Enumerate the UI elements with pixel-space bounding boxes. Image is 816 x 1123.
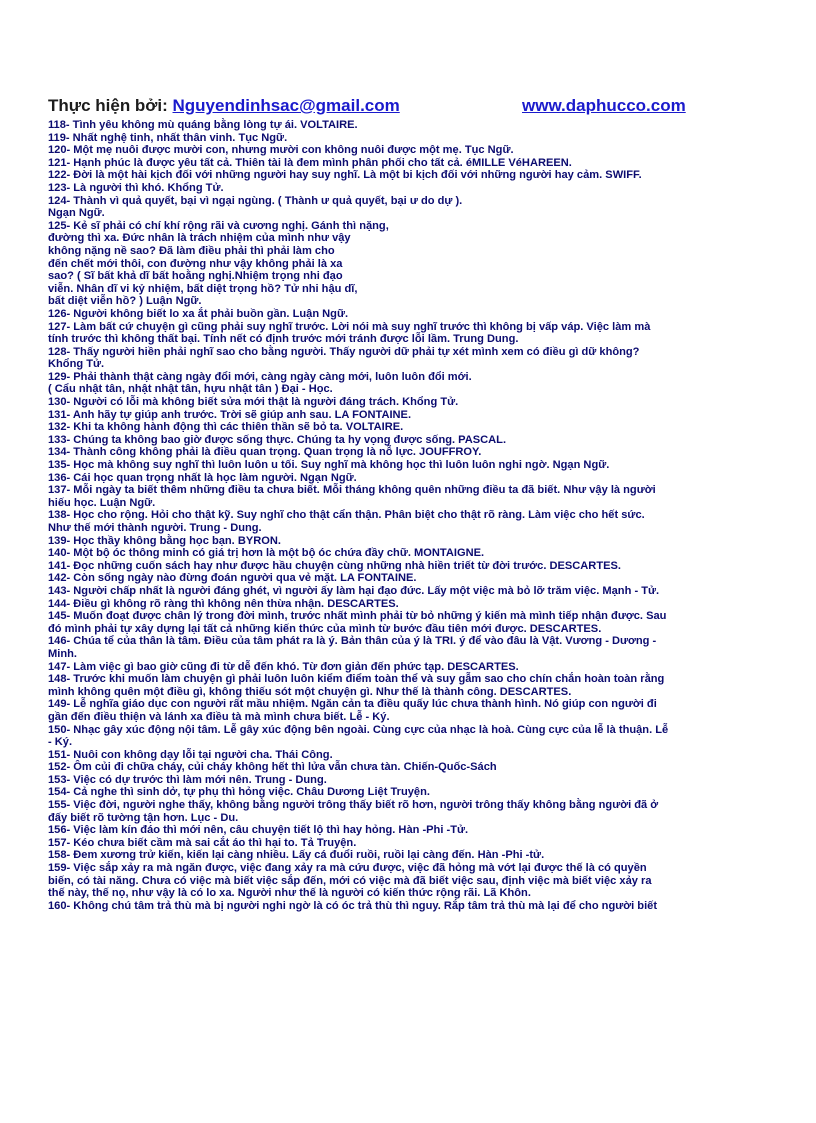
quote-line: bất diệt viễn hồ? ) Luận Ngữ.	[48, 295, 202, 308]
quote-line: mình không quên một điều gì, không thiếu sót một chuyện gì. Như thế là thành công. DESCARTES.	[48, 685, 572, 698]
quote-line: Như thế mới thành người. Trung - Dung.	[48, 522, 262, 534]
website-link[interactable]: www.daphucco.com	[522, 96, 686, 115]
quote-line: 140- Một bộ óc thông minh có giá trị hơn là một bộ óc chứa đầy chữ. MONTAIGNE.	[48, 547, 485, 560]
quote-line: 153- Việc có dự trước thì làm mới nên. Trung - Dung.	[48, 773, 327, 786]
quote-line: 127- Làm bất cứ chuyện gì cũng phải suy nghĩ trước. Lời nói mà suy nghĩ trước thì không bị vấp váp. Việc làm mà	[48, 320, 651, 333]
quote-line: 155- Việc đời, người nghe thấy, không bằng người trông thấy biết rõ hơn, người trông thấy không bằng người đã ở	[48, 799, 659, 812]
quote-line: gần đến điều thiện và lánh xa điều tà mà mình chưa biết. Lễ - Ký.	[48, 710, 390, 723]
quote-line: Minh.	[48, 647, 77, 660]
quote-line: đến chết mới thôi, con đường như vậy không phải là xa	[48, 257, 343, 270]
quote-line: 126- Người không biết lo xa ắt phải buồn gần. Luận Ngữ.	[48, 307, 349, 320]
quote-line: 137- Mỗi ngày ta biết thêm những điều ta chưa biết. Mỗi tháng không quên những điều ta đã biết. Như vậy là người	[48, 484, 656, 497]
quote-line: 159- Việc sắp xảy ra mà ngăn được, việc đang xảy ra mà cứu được, việc đã hỏng mà vớt lại được thế là có quyền	[48, 862, 647, 875]
quote-line: viễn. Nhân dĩ vi kỷ nhiệm, bất diệt trọng hồ? Tử nhi hậu dĩ,	[48, 282, 358, 295]
quote-line: 150- Nhạc gây xúc động nội tâm. Lễ gây xúc động bên ngoài. Cùng cực của nhạc là hoà. Cùng cực của lễ là thuận. Lễ	[48, 723, 669, 736]
quote-line: biến, có tài năng. Chưa có việc mà biết việc sắp đến, mới có việc mà đã biết việc sau, định việc mà biết việc xảy ra	[48, 874, 652, 887]
quote-line: 118- Tình yêu không mù quáng bằng lòng tự ái. VOLTAIRE.	[48, 119, 358, 131]
quote-line: 147- Làm việc gì bao giờ cũng đi từ dễ đến khó. Từ đơn giản đến phức tạp. DESCARTES.	[48, 660, 519, 673]
quote-line: ( Cẩu nhật tân, nhật nhật tân, hựu nhật tân ) Đại - Học.	[48, 383, 333, 396]
quote-line: 152- Ôm củi đi chữa cháy, củi cháy không hết thì lửa vẫn chưa tàn. Chiến-Quốc-Sách	[48, 761, 497, 774]
quote-line: 119- Nhất nghệ tinh, nhất thân vinh. Tục Ngữ.	[48, 131, 288, 144]
quote-line: 139- Học thầy không bằng học bạn. BYRON.	[48, 534, 281, 547]
header	[48, 95, 786, 119]
quote-line: 158- Đem xương trử kiến, kiến lại càng nhiều. Lấy cá đuổi ruồi, ruồi lại càng đến. Hàn -Phi -tử.	[48, 849, 545, 862]
quote-line: 145- Muốn đoạt được chân lý trong đời mình, trước nhất mình phải từ bỏ những ý kiến mà mình tiếp nhận được. Sau	[48, 610, 667, 623]
quote-line: không nặng nề sao? Đã làm điều phải thì phải làm cho	[48, 244, 335, 257]
quote-line: đấy biết rõ tường tận hơn. Lục - Du.	[48, 811, 239, 824]
quote-line: đường thì xa. Đức nhân là trách nhiệm của mình như vậy	[48, 232, 351, 245]
quote-line: tính trước thì không thất bại. Tính nết có định trước mới tránh được lỗi lầm. Trung Dung.	[48, 333, 519, 346]
quote-line: 120- Một mẹ nuôi được mười con, nhưng mười con không nuôi được một mẹ. Tục Ngữ.	[48, 144, 514, 157]
document-page	[48, 95, 786, 1115]
quote-line: 149- Lễ nghĩa giáo dục con người rất mầu nhiệm. Ngăn cản ta điều quấy lúc chưa thành hình. Nó giúp con người đi	[48, 698, 657, 711]
quote-line: 132- Khi ta không hành động thì các thiên thần sẽ bỏ ta. VOLTAIRE.	[48, 421, 404, 434]
quote-line: 125- Kẻ sĩ phải có chí khí rộng rãi và cương nghị. Gánh thì nặng,	[48, 219, 389, 232]
quote-line: Khổng Tử.	[48, 358, 105, 371]
quote-line: 128- Thấy người hiền phải nghĩ sao cho bằng người. Thấy người dữ phải tự xét mình xem có điều gì dữ không?	[48, 345, 640, 358]
quote-line: sao? ( Sĩ bất khả dĩ bất hoằng nghị.Nhiệm trọng nhi đạo	[48, 270, 343, 283]
quote-line: 146- Chúa tể của thân là tâm. Điều của tâm phát ra là ý. Bản thân của ý là TRI. ý để vào đâu là Vật. Vương - Dương -	[48, 635, 657, 648]
quote-line: 134- Thành công không phải là điều quan trọng. Quan trọng là nỗ lực. JOUFFROY.	[48, 446, 482, 459]
quote-line: 123- Là người thì khó. Khổng Tử.	[48, 181, 224, 194]
quote-line: 129- Phải thành thật càng ngày đổi mới, càng ngày càng mới, luôn luôn đổi mới.	[48, 370, 472, 383]
quote-line: 122- Đời là một hài kịch đối với những người hay suy nghĩ. Là một bi kịch đối với những người hay cảm. SWIFF.	[48, 169, 642, 182]
quote-line: 135- Học mà không suy nghĩ thì luôn luôn u tối. Suy nghĩ mà không học thì luôn luôn nghi ngờ. Ngạn Ngữ.	[48, 459, 610, 472]
quote-line: 143- Người chấp nhất là người đáng ghét, vì người ấy làm hại đạo đức. Lấy một việc mà bỏ lỡ trăm việc. Mạnh - Tử.	[48, 584, 660, 597]
quote-line: 131- Anh hãy tự giúp anh trước. Trời sẽ giúp anh sau. LA FONTAINE.	[48, 408, 412, 421]
quote-line: 148- Trước khi muốn làm chuyện gì phải luôn luôn kiểm điểm toàn thể và suy gẫm sao cho chín chắn hoàn toàn rằng	[48, 673, 665, 686]
quote-line: 157- Kéo chưa biết cầm mà sai cắt áo thì hại to. Tả Truyện.	[48, 836, 357, 849]
quote-line: Ngạn Ngữ.	[48, 207, 105, 220]
quote-line: 141- Đọc những cuốn sách hay như được hầu chuyện cùng những nhà hiền triết từ đời trước. DESCARTES.	[48, 559, 621, 572]
quote-line: 138- Học cho rộng. Hỏi cho thật kỹ. Suy nghĩ cho thật cẩn thận. Phân biệt cho thật rõ ràng. Làm việc cho hết sức.	[48, 509, 645, 522]
quote-line: 144- Điều gì không rõ ràng thì không nên thừa nhận. DESCARTES.	[48, 597, 399, 610]
author-label: Thực hiện bởi:	[48, 96, 168, 115]
quote-line: 156- Việc làm kín đáo thì mới nên, câu chuyện tiết lộ thì hay hỏng. Hàn -Phi -Tử.	[48, 824, 469, 837]
quote-line: thế này, thế nọ, như vậy là có lo xa. Người như thế là người có kiến thức rộng rãi. Lã Khôn.	[48, 887, 531, 900]
quote-line: 130- Người có lỗi mà không biết sửa mới thật là người đáng trách. Khổng Tử.	[48, 396, 459, 409]
quote-line: 151- Nuôi con không dạy lỗi tại người cha. Thái Công.	[48, 748, 333, 761]
quotes-body	[48, 119, 786, 912]
quote-line: 154- Cả nghe thì sinh dở, tự phụ thì hỏng việc. Châu Dương Liệt Truyện.	[48, 786, 430, 799]
quote-line: 121- Hạnh phúc là được yêu tất cả. Thiên tài là đem mình phân phối cho tất cả. éMILLE VéHAREEN.	[48, 156, 572, 169]
quote-line: hiếu học. Luận Ngữ.	[48, 496, 156, 509]
quote-line: 133- Chúng ta không bao giờ được sống thực. Chúng ta hy vọng được sống. PASCAL.	[48, 433, 507, 446]
quote-line: - Ký.	[48, 736, 73, 749]
quote-line: 142- Còn sống ngày nào đừng đoán người qua vẻ mặt. LA FONTAINE.	[48, 572, 417, 585]
author-email-link[interactable]: Nguyendinhsac@gmail.com	[172, 96, 400, 115]
quote-line: 160- Không chú tâm trả thù mà bị người nghi ngờ là có óc trả thù thì nguy. Rắp tâm trả thù mà lại để cho người biết	[48, 899, 658, 912]
quote-line: 124- Thành vì quả quyết, bại vì ngại ngùng. ( Thành ư quả quyết, bại ư do dự ).	[48, 194, 463, 207]
quote-line: 136- Cái học quan trọng nhất là học làm người. Ngạn Ngữ.	[48, 471, 357, 484]
quote-line: đó mình phải tự xây dựng lại tất cả những kiến thức của mình từ bước đầu tiên mới được. DESCARTES.	[48, 622, 602, 635]
